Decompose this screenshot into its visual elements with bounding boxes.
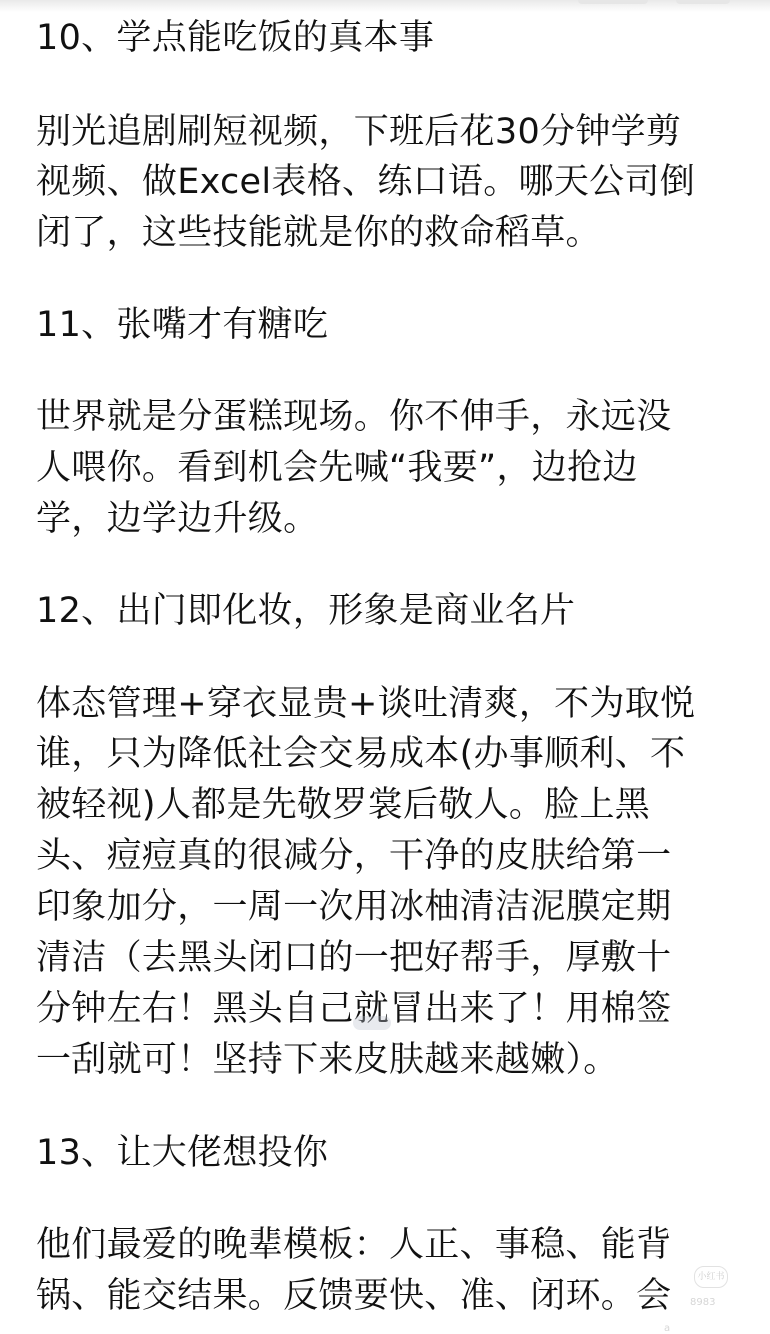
paragraph-line: 他们最爱的晚辈模板：人正、事稳、能背 [36,1225,672,1265]
paragraph-line: 头、痘痘真的很减分，干净的皮肤给第一 [36,836,672,876]
section-heading: 11、张嘴才有糖吃 [36,305,329,345]
paragraph-line: 世界就是分蛋糕现场。你不伸手，永远没 [36,397,672,437]
paragraph-line: 人喂你。看到机会先喊“我要”，边抢边 [36,448,638,488]
top-edge-bar [578,0,648,4]
paragraph-line: 分钟左右！黑头自己就冒出来了！用棉签 [36,989,672,1029]
image-smudge [353,1016,391,1030]
section-heading: 12、出门即化妆，形象是商业名片 [36,591,576,631]
watermark-id: 8983 [690,1297,716,1308]
paragraph-line: 视频、做Excel表格、练口语。哪天公司倒 [36,162,696,202]
paragraph-line: 体态管理+穿衣显贵+谈吐清爽，不为取悦 [36,684,696,724]
paragraph-line: 谁，只为降低社会交易成本(办事顺利、不 [36,734,686,774]
paragraph-line: 被轻视)人都是先敬罗裳后敬人。脸上黑 [36,785,651,825]
watermark-logo: 小红书 [694,1266,728,1288]
paragraph-line: 学，边学边升级。 [36,499,319,539]
section-heading: 10、学点能吃饭的真本事 [36,18,435,58]
top-edge-bar [676,0,730,4]
paragraph-line: 一刮就可！坚持下来皮肤越来越嫩）。 [36,1040,619,1080]
paragraph-line: 印象加分，一周一次用冰柚清洁泥膜定期 [36,887,672,927]
watermark-fragment: a [664,1323,671,1334]
paragraph-line: 闭了，这些技能就是你的救命稻草。 [36,213,601,253]
paragraph-line: 别光追剧刷短视频，下班后花30分钟学剪 [36,112,682,152]
top-edge-shadow [0,0,770,12]
paragraph-line: 锅、能交结果。反馈要快、准、闭环。会 [36,1276,672,1316]
paragraph-line: 清洁（去黑头闭口的一把好帮手，厚敷十 [36,938,672,978]
section-heading: 13、让大佬想投你 [36,1133,329,1173]
